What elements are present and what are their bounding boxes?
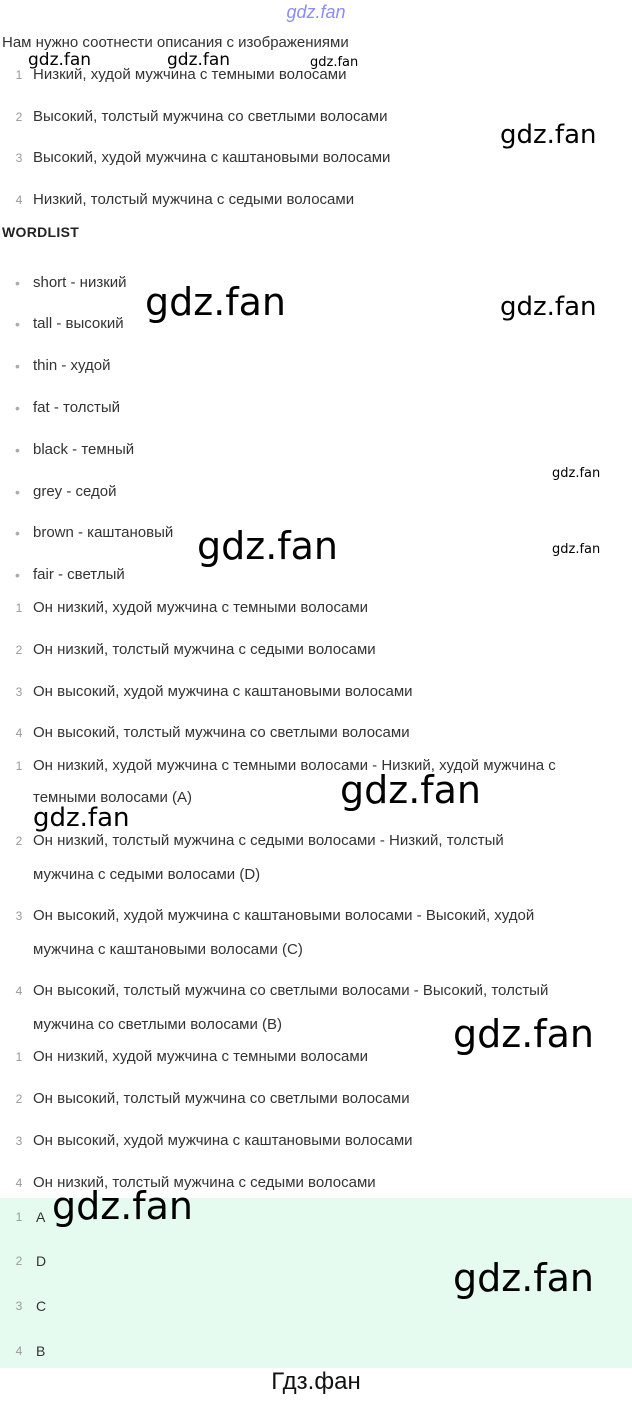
- item-number: 1: [15, 1050, 23, 1064]
- bullet-icon: •: [15, 525, 20, 541]
- wordlist-heading: WORDLIST: [2, 224, 80, 240]
- watermark: gdz.fan: [552, 466, 601, 481]
- answer-letter: D: [36, 1253, 47, 1269]
- watermark: gdz.fan: [197, 524, 339, 568]
- answer-number: 1: [15, 1210, 23, 1224]
- item-number: 2: [15, 834, 23, 848]
- item-text: Он высокий, толстый мужчина со светлыми волосами: [33, 1090, 410, 1107]
- item-text: Низкий, толстый мужчина с седыми волосами: [33, 191, 355, 208]
- item-number: 4: [15, 726, 23, 740]
- item-text-line2: мужчина с седыми волосами (D): [33, 866, 261, 883]
- item-text-line2: мужчина с каштановыми волосами (C): [33, 941, 303, 958]
- bullet-icon: •: [15, 442, 20, 458]
- bullet-icon: •: [15, 275, 20, 291]
- item-text: Он высокий, худой мужчина с каштановыми волосами: [33, 683, 413, 700]
- item-text: thin - худой: [33, 357, 111, 374]
- item-text: Низкий, худой мужчина с темными волосами: [33, 66, 347, 83]
- item-text: Он высокий, толстый мужчина со светлыми волосами: [33, 724, 410, 741]
- item-text: Он низкий, толстый мужчина с седыми волосами: [33, 1174, 376, 1191]
- item-text: Он низкий, худой мужчина с темными волосами: [33, 599, 369, 616]
- item-number: 4: [15, 193, 23, 207]
- item-text-line2: темными волосами (A): [33, 789, 193, 806]
- watermark: gdz.fan: [33, 803, 130, 833]
- item-text: brown - каштановый: [33, 524, 174, 541]
- item-number: 3: [15, 1134, 23, 1148]
- item-text: Высокий, худой мужчина с каштановыми волосами: [33, 149, 391, 166]
- watermark: gdz.fan: [28, 50, 92, 70]
- item-number: 1: [15, 601, 23, 615]
- item-text-line1: Он низкий, худой мужчина с темными волосами - Низкий, худой мужчина с: [33, 757, 556, 774]
- watermark: gdz.fan: [52, 1184, 194, 1228]
- watermark: gdz.fan: [500, 120, 597, 150]
- watermark: gdz.fan: [500, 292, 597, 322]
- item-text: Он низкий, толстый мужчина с седыми волосами: [33, 641, 376, 658]
- watermark: gdz.fan: [167, 50, 231, 70]
- footer-text: Гдз.фан: [271, 1368, 361, 1395]
- item-text: Он низкий, худой мужчина с темными волосами: [33, 1048, 369, 1065]
- top-watermark: gdz.fan: [286, 2, 346, 22]
- item-number: 4: [15, 984, 23, 998]
- watermark: gdz.fan: [145, 280, 287, 324]
- item-number: 4: [15, 1176, 23, 1190]
- watermark: gdz.fan: [340, 768, 482, 812]
- watermark: gdz.fan: [453, 1012, 595, 1056]
- item-number: 3: [15, 685, 23, 699]
- item-text-line2: мужчина со светлыми волосами (B): [33, 1016, 283, 1033]
- watermark: gdz.fan: [552, 542, 601, 557]
- item-text: fat - толстый: [33, 399, 121, 416]
- item-text-line1: Он высокий, худой мужчина с каштановыми волосами - Высокий, худой: [33, 907, 535, 924]
- bullet-icon: •: [15, 484, 20, 500]
- item-text: fair - светлый: [33, 566, 125, 583]
- item-text-line1: Он высокий, толстый мужчина со светлыми волосами - Высокий, толстый: [33, 982, 549, 999]
- bullet-icon: •: [15, 400, 20, 416]
- bullet-icon: •: [15, 358, 20, 374]
- item-text: short - низкий: [33, 274, 127, 291]
- item-number: 2: [15, 643, 23, 657]
- bullet-icon: •: [15, 316, 20, 332]
- item-number: 2: [15, 110, 23, 124]
- answer-number: 4: [15, 1344, 23, 1358]
- item-number: 2: [15, 1092, 23, 1106]
- answer-letter: A: [36, 1209, 46, 1225]
- bullet-icon: •: [15, 567, 20, 583]
- answer-letter: B: [36, 1343, 46, 1359]
- watermark: gdz.fan: [453, 1256, 595, 1300]
- item-number: 3: [15, 151, 23, 165]
- item-number: 1: [15, 68, 23, 82]
- item-number: 3: [15, 909, 23, 923]
- answer-letter: C: [36, 1298, 47, 1314]
- item-text: black - темный: [33, 441, 135, 458]
- intro-text: Нам нужно соотнести описания с изображениями: [2, 34, 349, 51]
- item-text: grey - седой: [33, 483, 117, 500]
- item-text-line1: Он низкий, толстый мужчина с седыми волосами - Низкий, толстый: [33, 832, 504, 849]
- item-text: tall - высокий: [33, 315, 124, 332]
- answer-number: 3: [15, 1299, 23, 1313]
- item-text: Высокий, толстый мужчина со светлыми волосами: [33, 108, 388, 125]
- answer-number: 2: [15, 1254, 23, 1268]
- item-text: Он высокий, худой мужчина с каштановыми волосами: [33, 1132, 413, 1149]
- item-number: 1: [15, 759, 23, 773]
- watermark: gdz.fan: [310, 55, 359, 70]
